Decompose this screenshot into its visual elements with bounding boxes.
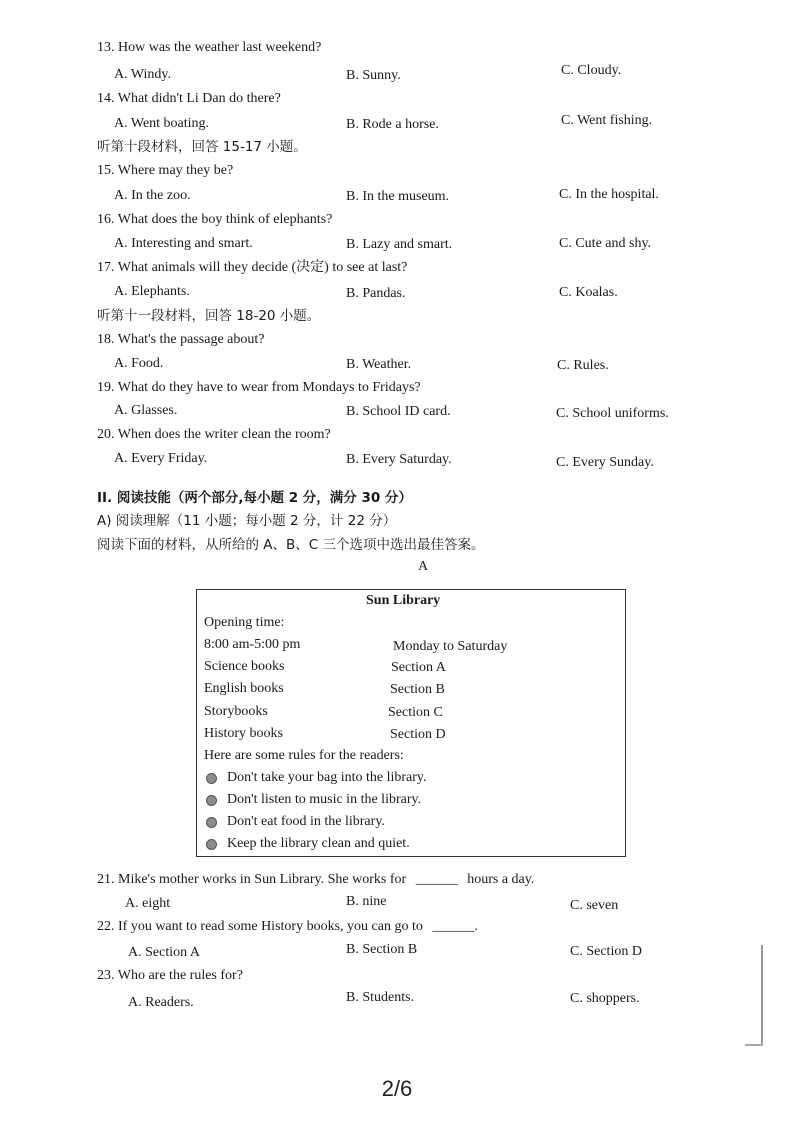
q15-option-a[interactable]: A. In the zoo. xyxy=(114,188,191,203)
question-20-stem: 20. When does the writer clean the room? xyxy=(97,427,331,442)
q14-option-a[interactable]: A. Went boating. xyxy=(114,116,210,131)
q13-option-a[interactable]: A. Windy. xyxy=(114,67,171,82)
q22-option-c[interactable]: C. Section D xyxy=(570,944,642,959)
opening-days: Monday to Saturday xyxy=(393,639,508,654)
section-c: Section C xyxy=(388,705,443,720)
q15-option-b[interactable]: B. In the museum. xyxy=(346,189,450,204)
q17-option-b[interactable]: B. Pandas. xyxy=(346,286,406,301)
question-22-stem xyxy=(97,918,478,936)
reading-part-a-title: A) 阅读理解（11 小题；每小题 2 分，计 22 分） xyxy=(97,513,397,529)
q22-stem-pre: 22. If you want to read some History books, you can go to xyxy=(97,919,423,934)
q15-option-c[interactable]: C. In the hospital. xyxy=(559,187,659,202)
page-number: 2/6 xyxy=(381,1076,413,1101)
scan-edge-mark xyxy=(745,1044,763,1046)
passage-label: A xyxy=(418,559,429,574)
q17-option-c[interactable]: C. Koalas. xyxy=(559,285,618,300)
q21-option-c[interactable]: C. seven xyxy=(570,898,619,913)
q13-option-b[interactable]: B. Sunny. xyxy=(346,68,401,83)
q17-option-a[interactable]: A. Elephants. xyxy=(114,284,190,299)
question-13-stem: 13. How was the weather last weekend? xyxy=(97,40,322,55)
q23-option-c[interactable]: C. shoppers. xyxy=(570,991,640,1006)
rules-intro: Here are some rules for the readers: xyxy=(204,748,404,763)
q16-option-a[interactable]: A. Interesting and smart. xyxy=(114,236,253,251)
question-21-stem xyxy=(97,871,534,889)
q21-option-b[interactable]: B. nine xyxy=(346,894,387,909)
section-b: Section B xyxy=(390,682,445,697)
bullet-icon xyxy=(206,795,217,806)
bullet-icon xyxy=(206,773,217,784)
opening-time-label: Opening time: xyxy=(204,615,285,630)
library-title: Sun Library xyxy=(366,593,441,608)
library-notice-box xyxy=(196,589,626,857)
bullet-icon xyxy=(206,839,217,850)
q19-option-c[interactable]: C. School uniforms. xyxy=(556,406,669,421)
bullet-icon xyxy=(206,817,217,828)
q14-option-c[interactable]: C. Went fishing. xyxy=(561,113,653,128)
rule-4: Keep the library clean and quiet. xyxy=(227,836,410,851)
q18-option-c[interactable]: C. Rules. xyxy=(557,358,609,373)
q20-option-c[interactable]: C. Every Sunday. xyxy=(556,455,654,470)
q22-option-a[interactable]: A. Section A xyxy=(128,945,200,960)
section-d: Section D xyxy=(390,727,446,742)
question-17-stem: 17. What animals will they decide (决定) to see at last? xyxy=(97,260,408,275)
q19-option-a[interactable]: A. Glasses. xyxy=(114,403,178,418)
q18-option-a[interactable]: A. Food. xyxy=(114,356,164,371)
books-science: Science books xyxy=(204,659,285,674)
reading-section-title: II. 阅读技能（两个部分,每小题 2 分，满分 30 分） xyxy=(97,490,412,506)
question-15-stem: 15. Where may they be? xyxy=(97,163,234,178)
question-16-stem: 16. What does the boy think of elephants? xyxy=(97,212,333,227)
q21-stem-post: hours a day. xyxy=(467,872,535,887)
q19-option-b[interactable]: B. School ID card. xyxy=(346,404,451,419)
listening-note-11: 听第十一段材料，回答 18-20 小题。 xyxy=(97,308,321,324)
books-english: English books xyxy=(204,681,284,696)
q21-option-a[interactable]: A. eight xyxy=(125,896,171,911)
q14-option-b[interactable]: B. Rode a horse. xyxy=(346,117,439,132)
q22-blank[interactable]: ______. xyxy=(432,919,478,934)
question-14-stem: 14. What didn't Li Dan do there? xyxy=(97,91,281,106)
question-18-stem: 18. What's the passage about? xyxy=(97,332,265,347)
books-history: History books xyxy=(204,726,283,741)
rule-3: Don't eat food in the library. xyxy=(227,814,385,829)
books-story: Storybooks xyxy=(204,704,268,719)
q23-option-a[interactable]: A. Readers. xyxy=(128,995,194,1010)
q20-option-a[interactable]: A. Every Friday. xyxy=(114,451,208,466)
q18-option-b[interactable]: B. Weather. xyxy=(346,357,412,372)
q21-stem-pre: 21. Mike's mother works in Sun Library. She works for xyxy=(97,872,407,887)
question-23-stem: 23. Who are the rules for? xyxy=(97,968,243,983)
rule-1: Don't take your bag into the library. xyxy=(227,770,427,785)
question-19-stem: 19. What do they have to wear from Mondays to Fridays? xyxy=(97,380,421,395)
rule-2: Don't listen to music in the library. xyxy=(227,792,422,807)
section-a: Section A xyxy=(391,660,446,675)
listening-note-10: 听第十段材料，回答 15-17 小题。 xyxy=(97,139,307,155)
q13-option-c[interactable]: C. Cloudy. xyxy=(561,63,622,78)
q16-option-c[interactable]: C. Cute and shy. xyxy=(559,236,652,251)
q20-option-b[interactable]: B. Every Saturday. xyxy=(346,452,452,467)
q21-blank[interactable]: ______ xyxy=(415,872,458,887)
reading-instruction: 阅读下面的材料，从所给的 A、B、C 三个选项中选出最佳答案。 xyxy=(97,537,485,553)
q16-option-b[interactable]: B. Lazy and smart. xyxy=(346,237,453,252)
q22-option-b[interactable]: B. Section B xyxy=(346,942,418,957)
q23-option-b[interactable]: B. Students. xyxy=(346,990,415,1005)
scan-edge-mark xyxy=(761,945,763,1045)
opening-hours: 8:00 am-5:00 pm xyxy=(204,637,301,652)
